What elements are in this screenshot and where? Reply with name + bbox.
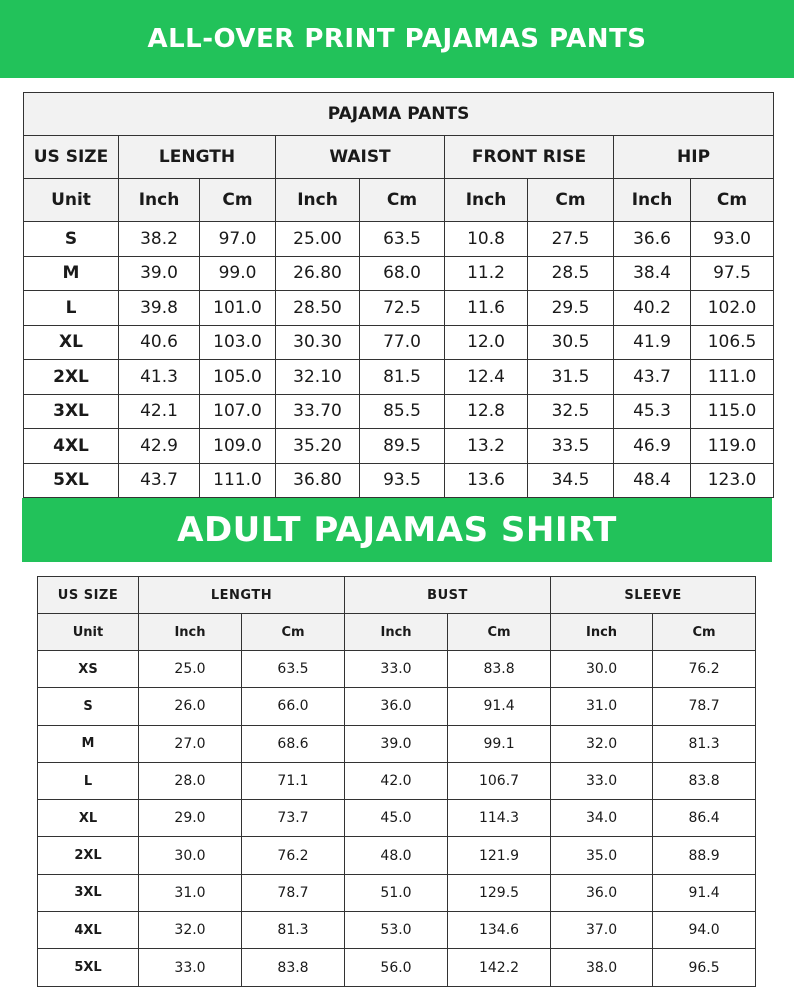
measurement-cell: 73.7	[242, 800, 345, 837]
measurement-cell: 81.3	[653, 725, 756, 762]
header-bust: BUST	[345, 577, 551, 614]
measurement-cell: 77.0	[360, 325, 445, 360]
measurement-cell: 36.6	[614, 222, 691, 257]
measurement-cell: 33.0	[139, 949, 242, 986]
measurement-cell: 32.0	[551, 725, 653, 762]
table-row	[38, 725, 756, 762]
measurement-cell: 63.5	[242, 651, 345, 688]
measurement-cell: 11.2	[445, 256, 528, 291]
unit-label: Unit	[38, 614, 139, 651]
measurement-cell: 72.5	[360, 291, 445, 326]
measurement-cell: 12.0	[445, 325, 528, 360]
size-cell: S	[24, 222, 119, 257]
size-cell: M	[38, 725, 139, 762]
table-row	[38, 762, 756, 799]
table-row	[38, 800, 756, 837]
measurement-cell: 11.6	[445, 291, 528, 326]
measurement-cell: 25.00	[276, 222, 360, 257]
shirt-size-table	[37, 576, 756, 987]
measurement-cell: 83.8	[242, 949, 345, 986]
measurement-cell: 96.5	[653, 949, 756, 986]
measurement-cell: 38.0	[551, 949, 653, 986]
measurement-cell: 99.1	[448, 725, 551, 762]
measurement-cell: 33.0	[345, 651, 448, 688]
measurement-cell: 101.0	[200, 291, 276, 326]
measurement-cell: 12.8	[445, 394, 528, 429]
measurement-cell: 30.30	[276, 325, 360, 360]
measurement-cell: 28.0	[139, 762, 242, 799]
unit-cell: Cm	[653, 614, 756, 651]
unit-cell: Inch	[445, 179, 528, 222]
measurement-cell: 114.3	[448, 800, 551, 837]
unit-cell: Cm	[200, 179, 276, 222]
size-cell: 4XL	[24, 429, 119, 464]
header-length: LENGTH	[119, 136, 276, 179]
table-row	[38, 912, 756, 949]
measurement-cell: 48.0	[345, 837, 448, 874]
header-sleeve: SLEEVE	[551, 577, 756, 614]
size-cell: 5XL	[24, 463, 119, 498]
size-cell: 5XL	[38, 949, 139, 986]
size-cell: 3XL	[38, 874, 139, 911]
unit-row	[24, 179, 774, 222]
measurement-cell: 36.0	[551, 874, 653, 911]
measurement-cell: 33.5	[528, 429, 614, 464]
measurement-cell: 93.5	[360, 463, 445, 498]
measurement-cell: 85.5	[360, 394, 445, 429]
measurement-cell: 81.5	[360, 360, 445, 395]
size-cell: 2XL	[38, 837, 139, 874]
measurement-cell: 33.0	[551, 762, 653, 799]
measurement-cell: 89.5	[360, 429, 445, 464]
size-cell: 3XL	[24, 394, 119, 429]
pants-table-title: PAJAMA PANTS	[24, 93, 774, 136]
measurement-cell: 115.0	[691, 394, 774, 429]
unit-label: Unit	[24, 179, 119, 222]
size-cell: S	[38, 688, 139, 725]
unit-cell: Inch	[276, 179, 360, 222]
measurement-cell: 83.8	[448, 651, 551, 688]
measurement-cell: 105.0	[200, 360, 276, 395]
measurement-cell: 31.0	[139, 874, 242, 911]
measurement-cell: 25.0	[139, 651, 242, 688]
pants-banner: ALL-OVER PRINT PAJAMAS PANTS	[0, 0, 794, 78]
shirt-banner: ADULT PAJAMAS SHIRT	[22, 498, 772, 562]
measurement-cell: 26.80	[276, 256, 360, 291]
measurement-cell: 78.7	[242, 874, 345, 911]
measurement-cell: 43.7	[119, 463, 200, 498]
measurement-cell: 31.0	[551, 688, 653, 725]
header-us-size: US SIZE	[24, 136, 119, 179]
measurement-cell: 36.0	[345, 688, 448, 725]
size-cell: XL	[38, 800, 139, 837]
measurement-cell: 56.0	[345, 949, 448, 986]
table-row	[38, 874, 756, 911]
measurement-cell: 34.0	[551, 800, 653, 837]
measurement-cell: 13.2	[445, 429, 528, 464]
measurement-cell: 106.5	[691, 325, 774, 360]
header-us-size: US SIZE	[38, 577, 139, 614]
measurement-cell: 40.2	[614, 291, 691, 326]
measurement-cell: 78.7	[653, 688, 756, 725]
table-row	[38, 651, 756, 688]
size-cell: XL	[24, 325, 119, 360]
measurement-cell: 97.5	[691, 256, 774, 291]
measurement-cell: 97.0	[200, 222, 276, 257]
measurement-cell: 83.8	[653, 762, 756, 799]
measurement-cell: 68.0	[360, 256, 445, 291]
measurement-cell: 86.4	[653, 800, 756, 837]
unit-cell: Cm	[242, 614, 345, 651]
measurement-cell: 63.5	[360, 222, 445, 257]
unit-cell: Inch	[614, 179, 691, 222]
table-row	[38, 688, 756, 725]
measurement-cell: 27.5	[528, 222, 614, 257]
measurement-cell: 28.50	[276, 291, 360, 326]
unit-cell: Inch	[551, 614, 653, 651]
measurement-cell: 71.1	[242, 762, 345, 799]
measurement-cell: 33.70	[276, 394, 360, 429]
measurement-cell: 12.4	[445, 360, 528, 395]
measurement-cell: 41.9	[614, 325, 691, 360]
measurement-cell: 26.0	[139, 688, 242, 725]
measurement-cell: 119.0	[691, 429, 774, 464]
measurement-cell: 51.0	[345, 874, 448, 911]
measurement-cell: 94.0	[653, 912, 756, 949]
measurement-cell: 41.3	[119, 360, 200, 395]
measurement-cell: 10.8	[445, 222, 528, 257]
measurement-cell: 66.0	[242, 688, 345, 725]
measurement-cell: 29.0	[139, 800, 242, 837]
header-length: LENGTH	[139, 577, 345, 614]
measurement-cell: 42.0	[345, 762, 448, 799]
unit-cell: Inch	[139, 614, 242, 651]
measurement-cell: 142.2	[448, 949, 551, 986]
measurement-cell: 13.6	[445, 463, 528, 498]
measurement-cell: 40.6	[119, 325, 200, 360]
size-cell: 4XL	[38, 912, 139, 949]
measurement-cell: 39.8	[119, 291, 200, 326]
measurement-cell: 88.9	[653, 837, 756, 874]
measurement-cell: 34.5	[528, 463, 614, 498]
unit-cell: Inch	[345, 614, 448, 651]
header-hip: HIP	[614, 136, 774, 179]
measurement-cell: 37.0	[551, 912, 653, 949]
measurement-cell: 46.9	[614, 429, 691, 464]
unit-cell: Cm	[448, 614, 551, 651]
measurement-cell: 53.0	[345, 912, 448, 949]
unit-cell: Inch	[119, 179, 200, 222]
measurement-cell: 91.4	[448, 688, 551, 725]
measurement-cell: 32.10	[276, 360, 360, 395]
measurement-cell: 111.0	[691, 360, 774, 395]
table-row	[24, 360, 774, 395]
table-row	[24, 222, 774, 257]
measurement-cell: 107.0	[200, 394, 276, 429]
table-row	[24, 291, 774, 326]
measurement-cell: 30.5	[528, 325, 614, 360]
measurement-cell: 43.7	[614, 360, 691, 395]
measurement-cell: 129.5	[448, 874, 551, 911]
measurement-cell: 42.1	[119, 394, 200, 429]
measurement-cell: 68.6	[242, 725, 345, 762]
measurement-cell: 134.6	[448, 912, 551, 949]
measurement-cell: 45.0	[345, 800, 448, 837]
measurement-cell: 102.0	[691, 291, 774, 326]
header-front-rise: FRONT RISE	[445, 136, 614, 179]
table-row	[24, 256, 774, 291]
measurement-cell: 39.0	[119, 256, 200, 291]
measurement-cell: 28.5	[528, 256, 614, 291]
measurement-cell: 99.0	[200, 256, 276, 291]
measurement-cell: 31.5	[528, 360, 614, 395]
size-cell: L	[38, 762, 139, 799]
table-row	[38, 837, 756, 874]
unit-cell: Cm	[360, 179, 445, 222]
measurement-cell: 29.5	[528, 291, 614, 326]
measurement-cell: 103.0	[200, 325, 276, 360]
measurement-cell: 106.7	[448, 762, 551, 799]
unit-cell: Cm	[528, 179, 614, 222]
unit-cell: Cm	[691, 179, 774, 222]
measurement-cell: 81.3	[242, 912, 345, 949]
measurement-cell: 38.2	[119, 222, 200, 257]
measurement-cell: 39.0	[345, 725, 448, 762]
measurement-cell: 30.0	[139, 837, 242, 874]
measurement-cell: 91.4	[653, 874, 756, 911]
table-row	[38, 949, 756, 986]
table-row	[24, 325, 774, 360]
table-row	[24, 429, 774, 464]
size-cell: M	[24, 256, 119, 291]
measurement-cell: 32.5	[528, 394, 614, 429]
measurement-cell: 38.4	[614, 256, 691, 291]
measurement-cell: 76.2	[242, 837, 345, 874]
table-row	[24, 463, 774, 498]
size-cell: 2XL	[24, 360, 119, 395]
measurement-cell: 35.20	[276, 429, 360, 464]
header-waist: WAIST	[276, 136, 445, 179]
measurement-cell: 32.0	[139, 912, 242, 949]
measurement-cell: 121.9	[448, 837, 551, 874]
size-cell: L	[24, 291, 119, 326]
unit-row	[38, 614, 756, 651]
measurement-cell: 123.0	[691, 463, 774, 498]
measurement-cell: 45.3	[614, 394, 691, 429]
measurement-cell: 27.0	[139, 725, 242, 762]
measurement-cell: 42.9	[119, 429, 200, 464]
measurement-cell: 48.4	[614, 463, 691, 498]
measurement-cell: 111.0	[200, 463, 276, 498]
measurement-cell: 35.0	[551, 837, 653, 874]
table-row	[24, 394, 774, 429]
measurement-cell: 30.0	[551, 651, 653, 688]
measurement-cell: 76.2	[653, 651, 756, 688]
size-cell: XS	[38, 651, 139, 688]
measurement-cell: 109.0	[200, 429, 276, 464]
pants-size-table	[23, 92, 774, 498]
measurement-cell: 36.80	[276, 463, 360, 498]
measurement-cell: 93.0	[691, 222, 774, 257]
